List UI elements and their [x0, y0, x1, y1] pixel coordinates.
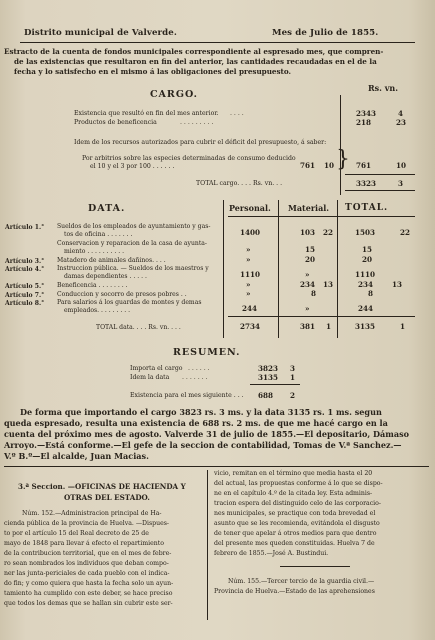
section-heading: 3.ª Seccion. —OFICINAS DE HACIENDA Y	[18, 482, 186, 491]
data-row-desc: Instruccion pública. — Sueldos de los maestros y	[57, 265, 209, 272]
data-material-value: 234	[300, 280, 316, 289]
cargo-row-label: Existencia que resultó en fin del mes anterior.	[74, 110, 219, 117]
resumen-row-label: Importa el cargo	[130, 365, 183, 372]
arbitrio-line-2: el 10 y el 3 por 100 . . . . . .	[90, 163, 175, 170]
data-header-rule	[228, 216, 415, 217]
article-label: Artículo 7.°	[5, 292, 45, 299]
data-total-personal: 2734	[240, 322, 261, 331]
data-total-value: 1110	[355, 270, 376, 279]
existencia-value: 688	[258, 391, 274, 400]
data-personal-value: »	[246, 280, 251, 289]
data-material-cents: 22	[323, 228, 334, 237]
article-label: Artículo 8.°	[5, 300, 45, 307]
arbitrio-line-1: Por arbitrios sobre las especies determinadas de consumo deducido	[82, 155, 296, 162]
cargo-row-label: Idem de los recursos autorizados para cubrir el déficit del presupuesto, á saber:	[74, 139, 327, 146]
data-total-label: TOTAL data. . . . Rs. vn. . . .	[96, 324, 181, 331]
col-header-total: TOTAL.	[345, 203, 389, 213]
right-text-line: asunto que se les recomienda, evitándola el disgusto	[214, 520, 380, 527]
left-text-line: to por el artículo 15 del Real decreto de 25 de	[4, 530, 149, 537]
data-total-value: 15	[362, 245, 373, 254]
cargo-row-label: Productos de beneficencia	[74, 119, 157, 126]
section-subheading: OTRAS DEL ESTADO.	[64, 493, 150, 502]
data-material-value: »	[305, 270, 310, 279]
data-personal-value: 1400	[240, 228, 261, 237]
data-row-desc: Beneficencia . . . . . . . .	[57, 282, 128, 289]
notice-rule	[280, 566, 350, 567]
cargo-row-cents: 23	[396, 118, 407, 127]
cargo-total-cents: 3	[398, 179, 404, 188]
right-text-line: nes municipales, se practique con toda brevedad el	[214, 510, 376, 517]
left-text-line: cienda pública de la provincia de Huelva. —Dispues-	[4, 520, 170, 527]
data-personal-value: »	[246, 289, 251, 298]
intro-line-2: de las existencias que resultaron en fin del anterior, las cantidades recaudadas en el de la	[14, 57, 377, 66]
cargo-column-rule	[340, 95, 341, 195]
left-text-line: Núm. 152.—Administracion principal de Ha-	[22, 510, 162, 517]
column-divider	[207, 470, 208, 620]
header-rule	[20, 42, 415, 43]
data-row-desc: tos de oficina . . . . . . .	[64, 231, 133, 238]
data-total-value: 234	[358, 280, 374, 289]
closing-line: V.º B.º—El alcalde, Juan Macias.	[4, 451, 149, 461]
month-title: Mes de Julio de 1855.	[272, 28, 379, 38]
data-material-value: 20	[305, 255, 316, 264]
resumen-row-cents: 3	[290, 364, 296, 373]
data-row-desc: Matadero de animales dañinos. . . .	[57, 257, 166, 264]
data-title: DATA.	[88, 203, 126, 214]
data-row-desc: Sueldos de los empleados de ayuntamiento y gas-	[57, 223, 211, 230]
right-text-line: ne en el capítulo 4.º de la citada ley. Esta adminis-	[214, 490, 373, 497]
cargo-row-dots: . . . . . . . . .	[180, 119, 214, 126]
cargo-row-cents: 4	[398, 109, 404, 118]
article-label: Artículo 4.°	[5, 266, 45, 273]
data-material-value: »	[305, 304, 310, 313]
right-text-line: del actual, las propuestas conforme á lo que se dispo-	[214, 480, 383, 487]
data-material-value: 103	[300, 228, 316, 237]
cargo-row-dots: . . . .	[230, 110, 244, 117]
data-total-material: 381	[300, 322, 316, 331]
cargo-title: CARGO.	[150, 89, 198, 100]
resumen-row-value: 3135	[258, 373, 279, 382]
article-label: Artículo 1.°	[5, 224, 45, 231]
resumen-row-label: Idem la data	[130, 374, 170, 381]
existencia-label: Existencia para el mes siguiente . . .	[130, 392, 244, 399]
left-text-line: ro sean nombrados los individuos que deban compo-	[4, 560, 169, 567]
data-total-rule	[228, 316, 415, 317]
data-col-rule	[223, 200, 224, 338]
data-total-material-cents: 1	[326, 322, 332, 331]
arbitrio-value: 761	[356, 161, 372, 170]
cargo-row-value: 2343	[356, 109, 377, 118]
cargo-total-value: 3323	[356, 179, 377, 188]
data-personal-value: 1110	[240, 270, 261, 279]
data-total-value: 244	[358, 304, 374, 313]
data-row-desc: miento . . . . . . . . . .	[64, 248, 125, 255]
right-text-line: tracion espera del distinguido celo de las corporacio-	[214, 500, 381, 507]
closing-line: De forma que importando el cargo 3823 rs. 3 ms. y la data 3135 rs. 1 ms. segun	[20, 407, 382, 417]
data-row-desc: Conservacion y reparacion de la casa de ayunta-	[57, 240, 207, 247]
cargo-currency-header: Rs. vn.	[368, 83, 398, 93]
data-col-rule	[337, 200, 338, 338]
resumen-row-dots: . . . . . . .	[182, 374, 208, 381]
data-material-cents: 13	[323, 280, 334, 289]
resumen-row-value: 3823	[258, 364, 279, 373]
right-text-line: del presente mes queden constituidas. Huelva 7 de	[214, 540, 375, 547]
left-text-line: ner las junta-periciales de cada pueblo con el indica-	[4, 570, 170, 577]
data-total-cents: 13	[392, 280, 403, 289]
right-text-line: febrero de 1855.—José A. Bustindui.	[214, 550, 329, 557]
data-total-value: 1503	[355, 228, 376, 237]
resumen-rule	[250, 384, 300, 385]
left-text-line: do fin; y como quiera que hasta la fecha solo un ayun-	[4, 580, 174, 587]
article-label: Artículo 5.°	[5, 283, 45, 290]
data-total-total-cents: 1	[400, 322, 406, 331]
right-text-line: de tener que apelar á otros medios para que dentro	[214, 530, 377, 537]
resumen-row-dots: . . . . . .	[188, 365, 210, 372]
cargo-total-label: TOTAL cargo. . . . Rs. vn. . .	[196, 180, 283, 187]
existencia-cents: 2	[290, 391, 296, 400]
arbitrio-cents: 10	[396, 161, 407, 170]
cargo-row-value: 218	[356, 118, 372, 127]
data-material-value: 8	[311, 289, 317, 298]
arbitrio-brace: }	[336, 147, 350, 172]
col-header-material: Material.	[288, 203, 330, 213]
data-row-desc: Para salarios á los guardas de montes y demas	[57, 299, 202, 306]
data-total-value: 20	[362, 255, 373, 264]
left-text-line: tamiento ha cumplido con este deber, se hace preciso	[4, 590, 173, 597]
notice-line: Núm. 155.—Tercer tercio de la guardia civil.—	[228, 578, 375, 585]
data-row-desc: damas dependientes . . . . .	[64, 273, 147, 280]
col-header-personal: Personal.	[229, 203, 271, 213]
data-row-desc: Conduccion y socorro de presos pobres . .	[57, 291, 187, 298]
left-text-line: que todos los demas que se hallan sin cubrir este ser-	[4, 600, 173, 607]
data-personal-value: »	[246, 245, 251, 254]
data-personal-value: 244	[242, 304, 258, 313]
resumen-title: RESUMEN.	[173, 347, 241, 358]
data-total-total: 3135	[355, 322, 376, 331]
district-title: Distrito municipal de Valverde.	[24, 28, 177, 38]
article-label: Artículo 3.°	[5, 258, 45, 265]
data-personal-value: »	[246, 255, 251, 264]
data-col-rule	[278, 200, 279, 338]
arbitrio-inner-cents: 10	[324, 161, 335, 170]
closing-line: Arroyo.—Está conforme.—El gefe de la seccion de contabilidad, Tomas de V.ª Sanchez.—	[4, 440, 402, 450]
arbitrio-inner-value: 761	[300, 161, 316, 170]
intro-line-1: Estracto de la cuenta de fondos municipales correspondiente al espresado mes, que compren-	[4, 47, 384, 56]
data-row-desc: empleados. . . . . . . . .	[64, 307, 131, 314]
left-text-line: de la contribucion territorial, que en el mes de febre-	[4, 550, 172, 557]
closing-line: queda espresado, resulta una existencia de 688 rs. 2 ms. de que me hacé cargo en la	[4, 418, 388, 428]
notice-line: Provincia de Huelva.—Estado de las aprehensiones	[214, 588, 375, 595]
intro-line-3: fecha y lo satisfecho en el mismo á las obligaciones del presupuesto.	[14, 67, 292, 76]
left-text-line: mayo de 1848 para llevar á efecto el repartimiento	[4, 540, 164, 547]
data-total-value: 8	[368, 289, 374, 298]
cargo-total-rule	[345, 174, 415, 175]
cargo-bottom-rule	[345, 190, 415, 191]
data-total-cents: 22	[400, 228, 411, 237]
closing-line: cuenta del próximo mes de agosto. Valverde 31 de julio de 1855.—El depositario, Dámaso	[4, 429, 410, 439]
resumen-row-cents: 1	[290, 373, 296, 382]
right-text-line: vicio, remitan en el término que media hasta el 20	[214, 470, 373, 477]
data-material-value: 15	[305, 245, 316, 254]
section-rule	[4, 466, 429, 467]
